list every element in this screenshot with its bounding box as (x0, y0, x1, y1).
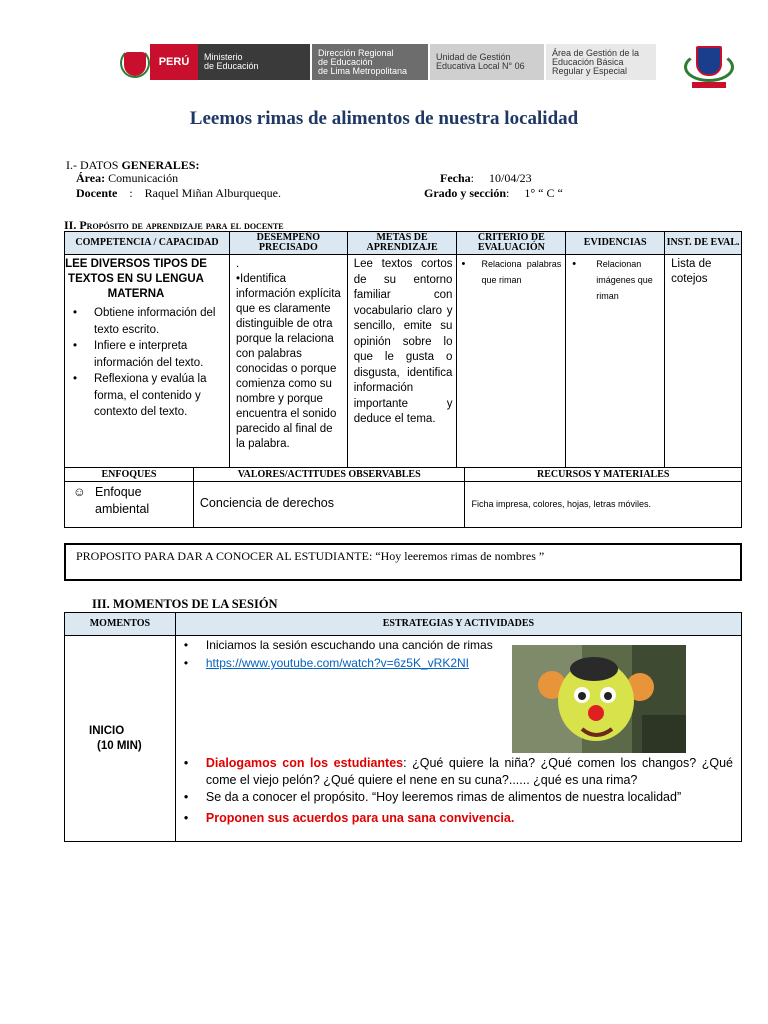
recursos-text: Ficha impresa, colores, hojas, letras móviles. (471, 499, 652, 509)
criterio-text: Relaciona palabras que riman (481, 259, 562, 285)
enfoque-text: Enfoque ambiental (95, 485, 150, 516)
col-header-momentos: MOMENTOS (65, 613, 176, 636)
col-header-enfoques: ENFOQUES (65, 468, 194, 482)
actividad-item: • Se da a conocer el propósito. “Hoy leeremos rimas de alimentos de nuestra localidad” (176, 789, 733, 806)
section-momentos-title: III. MOMENTOS DE LA SESIÓN (92, 597, 278, 611)
col-header-valores: VALORES/ACTITUDES OBSERVABLES (193, 468, 465, 482)
area-row: Área: Comunicación (76, 171, 179, 185)
fruit-clown-photo (512, 645, 686, 753)
peru-flag-label: PERÚ (150, 44, 198, 80)
inicio-label: INICIO (89, 724, 125, 737)
institutional-logo-bar (120, 44, 656, 80)
section-proposito-title: II. Propósito de aprendizaje para el docente (64, 218, 284, 232)
proposito-estudiante-text: “Hoy leeremos rimas de nombres ” (375, 549, 545, 563)
competencia-cell (65, 255, 230, 468)
col-header-recursos: RECURSOS Y MATERIALES (465, 468, 742, 482)
metas-cell (347, 255, 457, 468)
desempeno-dot: . (235, 258, 240, 270)
evidencias-text: Relacionan imágenes que riman (596, 259, 653, 301)
capacidad-item: • Reflexiona y evalúa la forma, el contenido y contexto del texto. (65, 371, 229, 421)
competencia-text: LEE DIVERSOS TIPOS DE TEXTOS EN SU LENGUA MATERNA (65, 258, 207, 300)
smiley-icon: ☺ (73, 485, 86, 499)
enfoques-table (64, 467, 742, 528)
col-header-instrumento: INST. DE EVAL. (665, 232, 742, 255)
col-header-estrategias: ESTRATEGIAS Y ACTIVIDADES (175, 613, 741, 636)
docente-row: Docente : Raquel Miñan Alburqueque. (76, 186, 281, 200)
peru-coat-of-arms-icon (120, 44, 150, 80)
col-header-desempeno: DESEMPEÑO PRECISADO (229, 232, 347, 255)
dre-logo: Dirección Regional de Educación de Lima Metropolitana (312, 44, 428, 80)
grado-row: Grado y sección: 1° “ C “ (424, 186, 563, 200)
proposito-estudiante-box (64, 543, 742, 581)
valor-text: Conciencia de derechos (199, 496, 335, 510)
col-header-metas: METAS DE APRENDIZAJE (347, 232, 457, 255)
col-header-criterio: CRITERIO DE EVALUACIÓN (457, 232, 566, 255)
proposito-estudiante-label: PROPOSITO PARA DAR A CONOCER AL ESTUDIANTE: (76, 549, 373, 563)
actividad-item: • Proponen sus acuerdos para una sana convivencia. (176, 810, 733, 827)
inicio-cell (65, 636, 176, 842)
area-gestion-logo: Área de Gestión de la Educación Básica Regular y Especial (546, 44, 656, 80)
proposito-table (64, 231, 742, 468)
datos-generales-heading: I.- DATOS GENERALES: (66, 158, 200, 172)
criterio-cell: • Relaciona palabras que riman (457, 255, 566, 468)
valor-cell (193, 482, 465, 528)
enfoque-cell (65, 482, 194, 528)
fecha-row: Fecha: 10/04/23 (440, 171, 532, 185)
col-header-evidencias: EVIDENCIAS (566, 232, 665, 255)
evidencias-cell: • Relacionan imágenes que riman (566, 255, 665, 468)
col-header-competencia: COMPETENCIA / CAPACIDAD (65, 232, 230, 255)
desempeno-text: •Identifica información explícita que es claramente distinguible de otra porque la relaciona con palabras conocidas o porque comienza como su nombre y porque encuentra el sonido parecido al final de la palabra. (235, 273, 341, 450)
page-title: Leemos rimas de alimentos de nuestra localidad (189, 108, 579, 129)
youtube-link[interactable]: https://www.youtube.com/watch?v=6z5K_vRK2NI (205, 656, 470, 670)
capacidad-item: • Obtiene información del texto escrito. (65, 305, 229, 338)
school-emblem-icon (682, 42, 736, 90)
metas-text: Lee textos cortos de su entorno familiar con vocabulario claro y sencillo, emite su opinión sobre lo que le gusta o disgusta, identifica información importante y deduce el tema. (353, 258, 453, 425)
inicio-time: (10 MIN) (97, 739, 142, 752)
instrumento-text: Lista de cotejos (671, 258, 712, 285)
minedu-logo: Ministerio de Educación (198, 44, 310, 80)
capacidad-item: • Infiere e interpreta información del texto. (65, 338, 229, 371)
ugel-logo: Unidad de Gestión Educativa Local N° 06 (430, 44, 544, 80)
actividad-item: • Iniciamos la sesión escuchando una canción de rimas (176, 636, 741, 654)
desempeno-cell (229, 255, 347, 468)
recursos-cell (465, 482, 742, 528)
instrumento-cell (665, 255, 742, 468)
actividad-item: • Dialogamos con los estudiantes: ¿Qué quiere la niña? ¿Qué comen los changos? ¿Qué come el viejo pelón? ¿Qué quiere el nene en su cuna?...... ¿qué es una rima? (176, 755, 733, 789)
